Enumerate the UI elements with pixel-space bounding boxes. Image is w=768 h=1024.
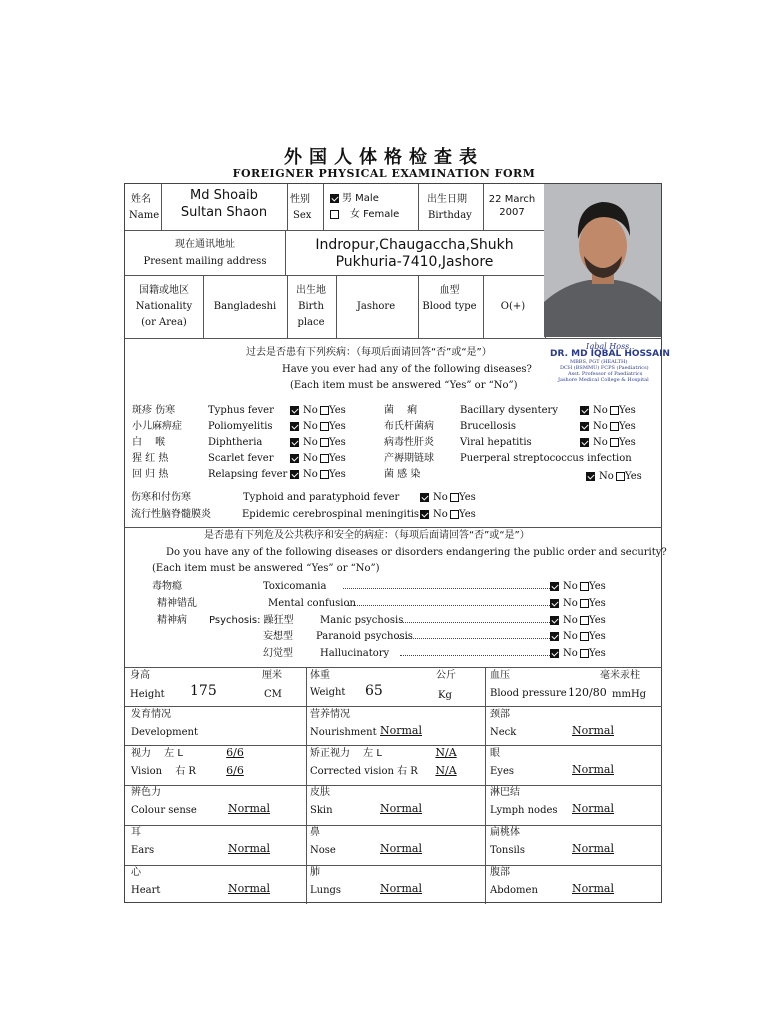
disease-left-en: Diphtheria [208, 437, 263, 448]
disorder-type: Psychosis: 躁狂型 [209, 615, 294, 626]
disease-extra-1-yes-checkbox[interactable] [450, 510, 459, 519]
disorder-3-no-checkbox[interactable] [550, 632, 559, 641]
doctor-line-2: DCH (BSMMU) FCPS (Paediatrics) [560, 365, 649, 371]
disorder-0-yes-checkbox[interactable] [580, 582, 589, 591]
disease-right-cn: 产褥期链球 [384, 453, 434, 464]
blood-pressure-unit: mmHg [612, 689, 647, 700]
name-value-line-1: Md Shoaib [190, 188, 258, 203]
disease-right-2-yes-label: Yes [619, 437, 636, 448]
exam-value-right: 6/6 [226, 764, 244, 777]
disease-left-1-no-checkbox[interactable] [290, 422, 299, 431]
exam-label-en: Vision 右 R [131, 766, 196, 777]
birthday-value-1: 22 March [488, 194, 536, 205]
exam-label-cn: 淋巴结 [490, 787, 520, 798]
exam-label-en: Eyes [490, 766, 514, 777]
disease-left-cn: 白 喉 [132, 437, 166, 448]
exam-label-cn: 皮肤 [310, 787, 330, 798]
disease-right-cn: 菌 感 染 [384, 469, 421, 480]
exam-label-en: Nose [310, 845, 336, 856]
disease-right-1-no-checkbox[interactable] [580, 422, 589, 431]
exam-label-en: Colour sense [131, 805, 197, 816]
doctor-line-3: Asst. Professor of Paediatrics [568, 371, 643, 377]
height-label-cn: 身高 [130, 670, 150, 681]
disease-extra-en: Typhoid and paratyphoid fever [243, 492, 400, 503]
disorder-leader-dots [400, 622, 550, 623]
exam-value: Normal [228, 802, 271, 815]
disease-right-1-yes-label: Yes [619, 421, 636, 432]
sex-label-en: Sex [293, 210, 312, 221]
exam-label-en: Lungs [310, 885, 342, 896]
address-value-1: Indropur,Chaugaccha,Shukh [315, 237, 514, 253]
disorder-cn: 精神病 [157, 615, 187, 626]
disorder-2-no-label: No [563, 615, 578, 626]
blood-pressure-unit-cn: 毫米汞柱 [600, 670, 640, 681]
exam-label-en: Lymph nodes [490, 805, 558, 816]
doctor-line-4: Jashore Medical College & Hospital [558, 377, 649, 383]
exam-value: Normal [380, 882, 423, 895]
disease-left-0-yes-checkbox[interactable] [320, 406, 329, 415]
weight-label-cn: 体重 [310, 670, 330, 681]
blood-type-label-en: Blood type [422, 301, 477, 312]
blood-type-value: O(+) [500, 301, 526, 312]
disorder-leader-dots [343, 588, 550, 589]
weight-unit-cn: 公斤 [436, 670, 456, 681]
name-value-line-2: Sultan Shaon [180, 205, 268, 220]
disorder-en: Paranoid psychosis [316, 631, 413, 642]
disease-right-2-no-label: No [593, 437, 608, 448]
exam-value: Normal [380, 724, 423, 737]
disease-left-en: Poliomyelitis [208, 421, 273, 432]
disorder-4-yes-label: Yes [589, 648, 606, 659]
doctor-signature: Iqbal Hoss.. [586, 342, 635, 351]
nationality-label-cn: 国籍或地区 [139, 285, 189, 296]
birthday-label-en: Birthday [428, 210, 472, 221]
disease-left-3-no-checkbox[interactable] [290, 454, 299, 463]
disorder-0-no-label: No [563, 581, 578, 592]
disease-left-cn: 小儿麻痹症 [132, 421, 182, 432]
exam-value: Normal [380, 842, 423, 855]
disorder-2-yes-checkbox[interactable] [580, 616, 589, 625]
exam-label-en: Nourishment [310, 727, 377, 738]
disorder-2-yes-label: Yes [589, 615, 606, 626]
exam-label-cn: 心 [131, 867, 141, 878]
nationality-label-en-2: (or Area) [141, 317, 187, 328]
disorder-1-yes-label: Yes [589, 598, 606, 609]
disease-left-2-yes-label: Yes [329, 437, 346, 448]
disease-left-3-no-label: No [303, 453, 318, 464]
disease-extra-1-no-label: No [433, 509, 448, 520]
sex-label-cn: 性别 [290, 194, 310, 205]
exam-value-left: 6/6 [226, 746, 244, 759]
disease-right-0-yes-label: Yes [619, 405, 636, 416]
disease-right-1-no-label: No [593, 421, 608, 432]
disorder-leader-dots [400, 655, 550, 656]
disease-extra-en: Epidemic cerebrospinal meningitis [242, 509, 420, 520]
disease-left-2-yes-checkbox[interactable] [320, 438, 329, 447]
exam-label-cn: 扁桃体 [490, 827, 520, 838]
disease-left-en: Typhus fever [208, 405, 274, 416]
disease-right-4-yes-checkbox[interactable] [616, 472, 625, 481]
exam-label-en: Ears [131, 845, 155, 856]
disorder-en: Manic psychosis [320, 615, 404, 626]
applicant-photo [544, 184, 661, 337]
disease-left-4-no-checkbox[interactable] [290, 470, 299, 479]
diseases-question-cn: 过去是否患有下列疾病：（每项后面请回答“否”或“是”） [246, 347, 492, 358]
disorder-0-yes-label: Yes [589, 581, 606, 592]
address-value-2: Pukhuria-7410,Jashore [335, 254, 494, 270]
height-unit: CM [264, 689, 282, 700]
exam-label-en: Abdomen [490, 885, 538, 896]
disease-right-cn: 病毒性肝炎 [384, 437, 434, 448]
name-label-cn: 姓名 [131, 194, 151, 205]
disease-left-en: Relapsing fever [208, 469, 288, 480]
weight-value: 65 [365, 683, 383, 699]
disorder-4-no-label: No [563, 648, 578, 659]
exam-label-cn: 耳 [131, 827, 141, 838]
disease-extra-cn: 流行性脑脊髓膜炎 [131, 509, 211, 520]
disorder-3-yes-checkbox[interactable] [580, 632, 589, 641]
blood-pressure-value: 120/80 [568, 686, 607, 699]
disease-extra-0-yes-label: Yes [459, 492, 476, 503]
disorder-cn: 毒物瘾 [152, 581, 182, 592]
disease-left-1-yes-label: Yes [329, 421, 346, 432]
disease-right-0-no-label: No [593, 405, 608, 416]
disease-right-cn: 布氏杆菌病 [384, 421, 434, 432]
disease-left-2-no-checkbox[interactable] [290, 438, 299, 447]
disease-left-1-yes-checkbox[interactable] [320, 422, 329, 431]
exam-label-cn: 鼻 [310, 827, 320, 838]
disease-right-en: Bacillary dysentery [460, 405, 558, 416]
name-label-en: Name [129, 210, 160, 221]
disease-left-cn: 猩 红 热 [132, 453, 169, 464]
disorder-3-yes-label: Yes [589, 631, 606, 642]
exam-label-en: Heart [131, 885, 161, 896]
exam-label-cn: 视力 左 L [131, 748, 183, 759]
disease-right-4-no-label: No [599, 471, 614, 482]
disease-left-1-no-label: No [303, 421, 318, 432]
disease-extra-1-no-checkbox[interactable] [420, 510, 429, 519]
exam-label-cn: 营养情况 [310, 709, 350, 720]
disease-right-0-no-checkbox[interactable] [580, 406, 589, 415]
exam-value: Normal [572, 842, 615, 855]
height-label-en: Height [130, 689, 165, 700]
height-value: 175 [190, 683, 217, 699]
doctor-stamp [546, 340, 670, 390]
disease-left-3-yes-checkbox[interactable] [320, 454, 329, 463]
disease-right-1-yes-checkbox[interactable] [610, 422, 619, 431]
exam-label-en: Tonsils [490, 845, 526, 856]
disorder-leader-dots [396, 638, 550, 639]
disorder-3-no-label: No [563, 631, 578, 642]
disorder-1-no-checkbox[interactable] [550, 599, 559, 608]
disease-left-3-yes-label: Yes [329, 453, 346, 464]
exam-value: Normal [572, 724, 615, 737]
disorder-1-no-label: No [563, 598, 578, 609]
disease-left-cn: 斑疹 伤寒 [132, 405, 176, 416]
disorder-en: Toxicomania [263, 581, 327, 592]
weight-label-en: Weight [310, 687, 346, 698]
disorder-type: 幻觉型 [263, 648, 293, 659]
disorder-4-yes-checkbox[interactable] [580, 649, 589, 658]
exam-label-cn: 颈部 [490, 709, 510, 720]
disorder-0-no-checkbox[interactable] [550, 582, 559, 591]
disease-right-4-yes-label: Yes [625, 471, 642, 482]
birthday-label-cn: 出生日期 [427, 194, 467, 205]
diseases-question-en: Have you ever had any of the following diseases? [282, 364, 532, 375]
exam-value: Normal [572, 763, 615, 776]
exam-value: Normal [228, 882, 271, 895]
disorders-question-note: (Each item must be answered “Yes” or “No”) [152, 563, 380, 574]
form-title-en: FOREIGNER PHYSICAL EXAMINATION FORM [232, 167, 536, 180]
address-label-cn: 现在通讯地址 [175, 239, 235, 250]
disorder-cn: 精神错乱 [157, 598, 197, 609]
exam-label-cn: 肺 [310, 867, 320, 878]
disease-extra-cn: 伤寒和付伤寒 [131, 492, 191, 503]
exam-value-right: N/A [435, 764, 457, 777]
disease-extra-1-yes-label: Yes [459, 509, 476, 520]
birthplace-label-en-2: place [297, 317, 325, 328]
exam-value: Normal [572, 882, 615, 895]
address-label-en: Present mailing address [143, 256, 267, 267]
exam-value-left: N/A [435, 746, 457, 759]
disease-right-2-no-checkbox[interactable] [580, 438, 589, 447]
disease-right-en: Brucellosis [460, 421, 516, 432]
exam-label-cn: 辨色力 [131, 787, 161, 798]
doctor-name: DR. MD IQBAL HOSSAIN [550, 349, 670, 359]
exam-label-cn: 眼 [490, 748, 500, 759]
disease-right-0-yes-checkbox[interactable] [610, 406, 619, 415]
disease-left-cn: 回 归 热 [132, 469, 169, 480]
exam-value: Normal [572, 802, 615, 815]
disease-left-en: Scarlet fever [208, 453, 274, 464]
disease-extra-0-yes-checkbox[interactable] [450, 493, 459, 502]
disease-right-4-no-checkbox[interactable] [586, 472, 595, 481]
disease-right-cn: 菌 痢 [384, 405, 418, 416]
disorder-4-no-checkbox[interactable] [550, 649, 559, 658]
doctor-line-1: MBBS, PGT (HEALTH) [570, 359, 628, 365]
disorders-question-cn: 是否患有下列危及公共秩序和安全的病症：（每项后面请回答“否”或“是”） [204, 530, 530, 541]
exam-label-en: Development [131, 727, 198, 738]
exam-label-cn: 发育情况 [131, 709, 171, 720]
birthplace-label-en-1: Birth [298, 301, 324, 312]
disease-right-en: Puerperal streptococcus infection [460, 453, 632, 464]
disorder-1-yes-checkbox[interactable] [580, 599, 589, 608]
male-checkbox[interactable] [330, 194, 339, 203]
disease-right-2-yes-checkbox[interactable] [610, 438, 619, 447]
height-unit-cn: 厘米 [262, 670, 282, 681]
disease-left-4-no-label: No [303, 469, 318, 480]
nationality-label-en-1: Nationality [135, 301, 193, 312]
female-label: 女 Female [350, 209, 400, 220]
disorder-en: Hallucinatory [320, 648, 390, 659]
birthday-value-2: 2007 [499, 207, 525, 218]
disease-left-2-no-label: No [303, 437, 318, 448]
exam-label-en: Neck [490, 727, 517, 738]
exam-label-cn: 腹部 [490, 867, 510, 878]
blood-pressure-label-en: Blood pressure [490, 688, 567, 699]
nationality-value: Bangladeshi [213, 301, 277, 312]
birthplace-label-cn: 出生地 [296, 285, 326, 296]
disease-extra-0-no-label: No [433, 492, 448, 503]
blood-pressure-label-cn: 血压 [490, 670, 510, 681]
diseases-question-note: (Each item must be answered “Yes” or “No”) [290, 380, 518, 391]
disease-extra-0-no-checkbox[interactable] [420, 493, 429, 502]
exam-label-en: Corrected vision 右 R [310, 766, 418, 777]
disorder-en: Mental confusion [268, 598, 356, 609]
male-label: 男 Male [342, 193, 379, 204]
disease-left-4-yes-label: Yes [329, 469, 346, 480]
form-title-cn: 外国人体格检查表 [284, 147, 484, 168]
disease-left-4-yes-checkbox[interactable] [320, 470, 329, 479]
birthplace-value: Jashore [356, 301, 396, 312]
disease-left-0-no-label: No [303, 405, 318, 416]
disorder-leader-dots [348, 605, 550, 606]
disorder-type: 妄想型 [263, 631, 293, 642]
female-checkbox[interactable] [330, 210, 339, 219]
disease-left-0-no-checkbox[interactable] [290, 406, 299, 415]
disorders-question-en: Do you have any of the following diseases or disorders endangering the public order and security? [166, 547, 667, 558]
weight-unit: Kg [438, 690, 452, 701]
blood-type-label-cn: 血型 [439, 285, 460, 296]
exam-label-en: Skin [310, 805, 333, 816]
exam-value: Normal [228, 842, 271, 855]
disease-left-0-yes-label: Yes [329, 405, 346, 416]
disease-right-en: Viral hepatitis [460, 437, 532, 448]
disorder-2-no-checkbox[interactable] [550, 616, 559, 625]
exam-label-cn: 矫正视力 左 L [310, 748, 382, 759]
exam-value: Normal [380, 802, 423, 815]
